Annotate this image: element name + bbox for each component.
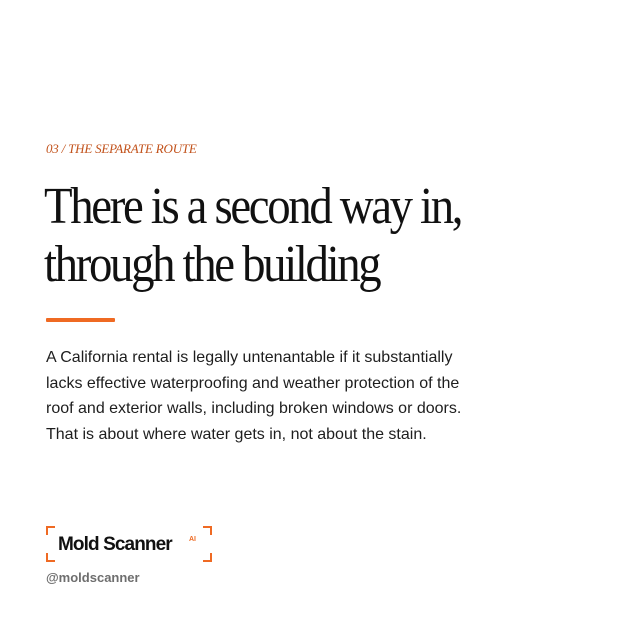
- body-line-3: roof and exterior walls, including broken windows or doors.: [46, 400, 462, 417]
- logo-corner-bottom-right: [203, 553, 212, 562]
- body-line-2: lacks effective waterproofing and weather protection of the: [46, 374, 460, 392]
- headline-line-1: There is a second way in,: [44, 178, 462, 235]
- headline-line-2: through the building: [44, 236, 380, 293]
- logo-wordmark: Mold Scanner: [58, 534, 172, 555]
- section-kicker: 03 / THE SEPARATE ROUTE: [46, 141, 197, 156]
- social-handle: @moldscanner: [46, 570, 140, 585]
- logo-ai-superscript: AI: [189, 536, 196, 543]
- body-line-1: A California rental is legally untenantable if it substantially: [46, 349, 453, 366]
- accent-divider: [46, 318, 115, 322]
- headline: [44, 178, 604, 294]
- body-paragraph: [46, 345, 566, 447]
- logo-corner-top-left: [46, 526, 55, 535]
- body-line-4: That is about where water gets in, not about the stain.: [46, 425, 427, 443]
- logo-corner-bottom-left: [46, 553, 55, 562]
- logo-corner-top-right: [203, 526, 212, 535]
- brand-logo: [46, 526, 212, 562]
